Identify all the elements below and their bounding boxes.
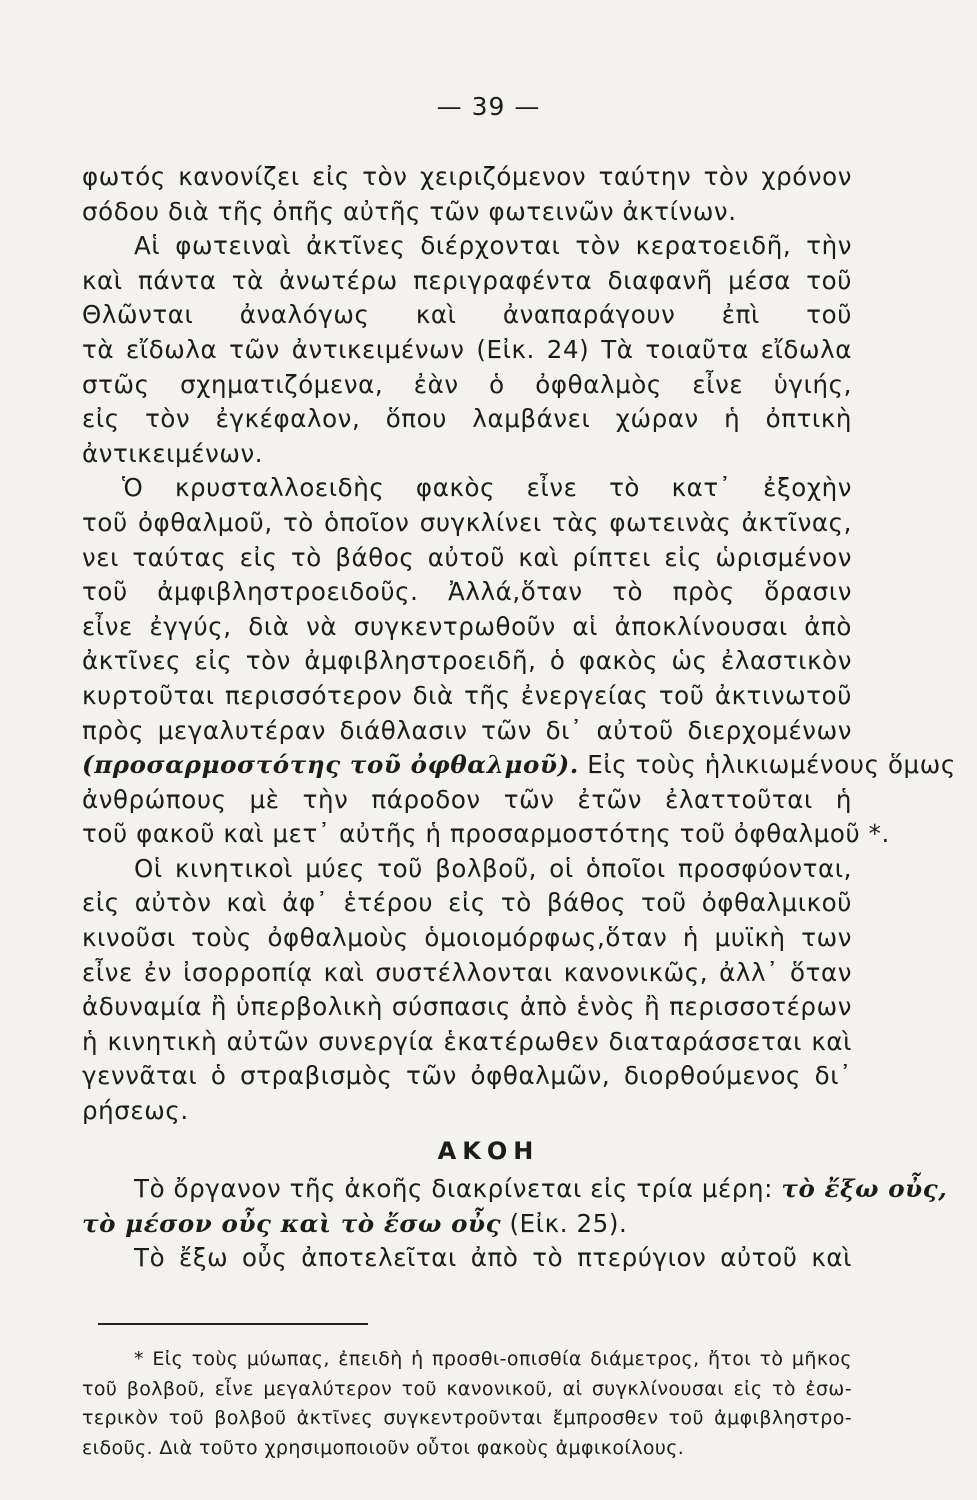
text-line: φωτός κανονίζει εἰς τὸν χειριζόμενον ταύτην τὸν χρόνον bbox=[82, 162, 852, 191]
emphasis-term: τὸ μέσον οὖς καὶ τὸ ἔσω οὖς bbox=[82, 1208, 502, 1238]
page-number: — 39 — bbox=[436, 92, 541, 121]
text-line: εἰς αὐτὸν καὶ ἀφ᾽ ἑτέρου εἰς τὸ βάθος τοῦ ὀφθαλμικοῦ bbox=[82, 888, 852, 918]
text-span: Τὸ ὄργανον τῆς ἀκοῆς διακρίνεται εἰς τρία μέρη: bbox=[134, 1174, 782, 1203]
text-line: ἀντικειμένων. bbox=[82, 438, 264, 468]
footnote bbox=[82, 1345, 852, 1463]
text-line: ἡ κινητικὴ αὐτῶν συνεργία ἑκατέρωθεν διαταράσσεται καὶ bbox=[82, 1026, 852, 1056]
text-line: σόδου διὰ τῆς ὀπῆς αὐτῆς τῶν φωτεινῶν ἀκτίνων. bbox=[82, 196, 737, 226]
text-line: εἶνε ἐγγύς, διὰ νὰ συγκεντρωθοῦν αἱ ἀποκλίνουσαι ἀπὸ bbox=[82, 611, 852, 641]
text-line: τοῦ φακοῦ καὶ μετ᾽ αὐτῆς ἡ προσαρμοστότης τοῦ ὀφθαλμοῦ *. bbox=[82, 819, 890, 849]
text-line: Αἱ φωτειναὶ ἀκτῖνες διέρχονται τὸν κερατοειδῆ, τὴν bbox=[134, 231, 852, 261]
text-line: ἀδυναμία ἢ ὑπερβολικὴ σύσπασις ἀπὸ ἑνὸς ἢ περισσοτέρων bbox=[82, 992, 852, 1022]
text-line: στῶς σχηματιζόμενα, ἐὰν ὁ ὀφθαλμὸς εἶνε ὑγιής, bbox=[82, 369, 852, 399]
text-line: Θλῶνται ἀναλόγως καὶ ἀναπαράγουν ἐπὶ τοῦ bbox=[82, 300, 852, 330]
emphasis-term: (προσαρμοστότης τοῦ ὀφθαλμοῦ). bbox=[82, 750, 579, 780]
text-line: καὶ πάντα τὰ ἀνωτέρω περιγραφέντα διαφανῆ μέσα τοῦ bbox=[82, 265, 852, 295]
text-line: Τὸ ἔξω οὖς ἀποτελεῖται ἀπὸ τὸ πτερύγιον αὐτοῦ καὶ bbox=[134, 1243, 852, 1273]
text-line: Ὁ κρυσταλλοειδὴς φακὸς εἶνε τὸ κατ᾽ ἐξοχὴν bbox=[122, 473, 852, 503]
footnote-line: * Εἰς τοὺς μύωπας, ἐπειδὴ ἡ προσθι-οπισθία διάμετρος, ἤτοι τὸ μῆκος bbox=[134, 1348, 852, 1370]
footnote-line: τοῦ βολβοῦ, εἶνε μεγαλύτερον τοῦ κανονικοῦ, αἱ συγκλίνουσαι εἰς τὸ ἐσω- bbox=[82, 1377, 852, 1400]
text-line: νει ταύτας εἰς τὸ βάθος αὐτοῦ καὶ ρίπτει εἰς ὡρισμένον bbox=[82, 542, 852, 572]
text-line: ἀκτῖνες εἰς τὸν ἀμφιβληστροειδῆ, ὁ φακὸς ὡς ἐλαστικὸν bbox=[82, 646, 852, 676]
text-line: ρήσεως. bbox=[82, 1096, 189, 1126]
text-line bbox=[82, 1207, 852, 1242]
footnote-line: ειδοῦς. Διὰ τοῦτο χρησιμοποιοῦν οὗτοι φακοὺς ἀμφικοίλους. bbox=[82, 1436, 685, 1459]
footnote-line: τερικὸν τοῦ βολβοῦ ἀκτῖνες συγκεντροῦνται ἔμπροσθεν τοῦ ἀμφιβληστρο- bbox=[82, 1407, 852, 1429]
text-line: Οἱ κινητικοὶ μύες τοῦ βολβοῦ, οἱ ὁποῖοι προσφύονται, bbox=[134, 853, 852, 883]
emphasis-term: τὸ ἔξω οὖς, bbox=[781, 1174, 948, 1203]
text-line: κινοῦσι τοὺς ὀφθαλμοὺς ὁμοιομόρφως,ὅταν ἡ μυϊκὴ των bbox=[82, 923, 852, 953]
text-line bbox=[82, 1172, 948, 1207]
section-text bbox=[82, 1172, 948, 1276]
text-span: Εἰς τοὺς ἡλικιωμένους ὅμως bbox=[578, 750, 956, 780]
text-span: (Εἰκ. 25). bbox=[501, 1208, 628, 1238]
text-line: τὰ εἴδωλα τῶν ἀντικειμένων (Εἰκ. 24) Τὰ τοιαῦτα εἴδωλα bbox=[82, 334, 852, 364]
text-line: τοῦ ὀφθαλμοῦ, τὸ ὁποῖον συγκλίνει τὰς φωτεινὰς ἀκτῖνας, bbox=[82, 507, 852, 537]
text-line: ἀνθρώπους μὲ τὴν πάροδον τῶν ἐτῶν ἐλαττοῦται ἡ bbox=[82, 784, 852, 814]
footnote-divider bbox=[98, 1323, 368, 1325]
text-line-emphasis bbox=[82, 748, 956, 783]
text-line: εἰς τὸν ἐγκέφαλον, ὅπου λαμβάνει χώραν ἡ ὀπτικὴ bbox=[82, 404, 852, 434]
text-line: γεννᾶται ὁ στραβισμὸς τῶν ὀφθαλμῶν, διορθούμενος δι᾽ bbox=[82, 1061, 852, 1091]
body-text bbox=[82, 160, 956, 1129]
text-line: κυρτοῦται περισσότερον διὰ τῆς ἐνεργείας τοῦ ἀκτινωτοῦ bbox=[82, 680, 852, 710]
section-heading: ΑΚΟΗ bbox=[437, 1137, 540, 1165]
text-line: εἶνε ἐν ἰσορροπίᾳ καὶ συστέλλονται κανονικῶς, ἀλλ᾽ ὅταν bbox=[82, 957, 852, 987]
text-line: πρὸς μεγαλυτέραν διάθλασιν τῶν δι᾽ αὐτοῦ διερχομένων bbox=[82, 715, 852, 745]
text-line: τοῦ ἀμφιβληστροειδοῦς. Ἀλλά,ὅταν τὸ πρὸς ὅρασιν bbox=[82, 577, 852, 607]
